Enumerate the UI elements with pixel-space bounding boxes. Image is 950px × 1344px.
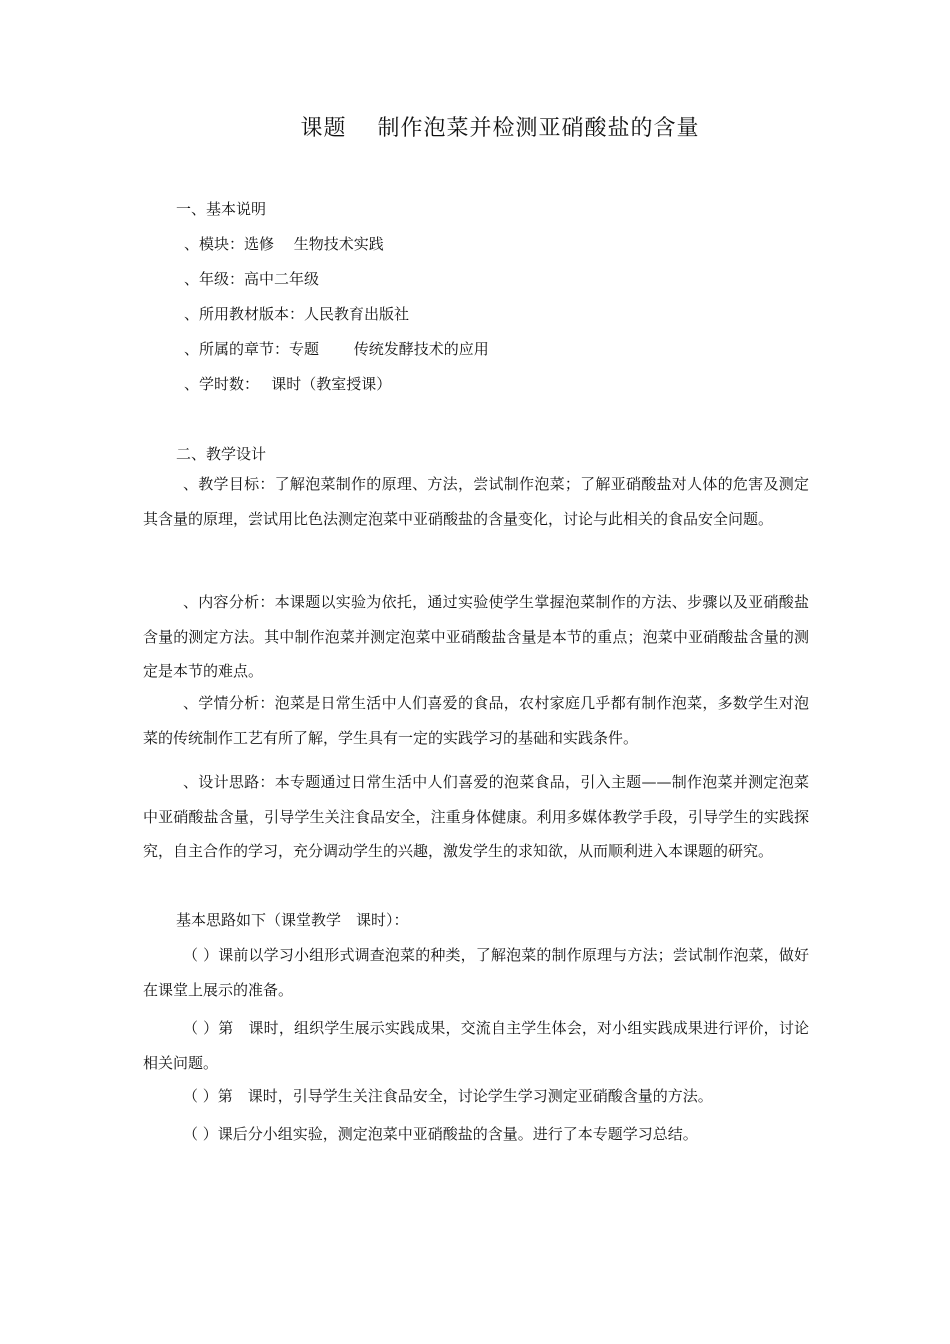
paragraph-content-analysis: 、内容分析：本课题以实验为依托，通过实验使学生掌握泡菜制作的方法、步骤以及亚硝酸盐含量的测定方法。其中制作泡菜并测定泡菜中亚硝酸盐含量是本节的重点；泡菜中亚硝酸盐含量的测定是本节的难点。 [143,593,809,680]
paragraph-step-1: （ ）课前以学习小组形式调查泡菜的种类，了解泡菜的制作原理与方法；尝试制作泡菜，做好在课堂上展示的准备。 [143,946,809,999]
paragraph-step-3: （ ）第 课时，引导学生关注食品安全，讨论学生学习测定亚硝酸含量的方法。 [183,1087,713,1105]
paragraph-student-analysis: 、学情分析：泡菜是日常生活中人们喜爱的食品，农村家庭几乎都有制作泡菜，多数学生对泡菜的传统制作工艺有所了解，学生具有一定的实践学习的基础和实践条件。 [143,694,809,747]
paragraph-design-idea: 、设计思路：本专题通过日常生活中人们喜爱的泡菜食品，引入主题——制作泡菜并测定泡菜中亚硝酸盐含量，引导学生关注食品安全，注重身体健康。利用多媒体教学手段，引导学生的实践探究，自主合作的学习，充分调动学生的兴趣，激发学生的求知欲，从而顺利进入本课题的研究。 [143,773,809,860]
paragraph-teaching-goal: 、教学目标：了解泡菜制作的原理、方法，尝试制作泡菜；了解亚硝酸盐对人体的危害及测定其含量的原理，尝试用比色法测定泡菜中亚硝酸盐的含量变化，讨论与此相关的食品安全问题。 [143,475,809,528]
info-item-module: 、模块：选修 生物技术实践 [184,235,384,253]
document-title: 课题 制作泡菜并检测亚硝酸盐的含量 [300,116,700,141]
section-heading-basic: 一、基本说明 [176,200,267,218]
paragraph-step-4: （ ）课后分小组实验，测定泡菜中亚硝酸盐的含量。进行了本专题学习总结。 [183,1125,698,1143]
section-heading-design: 二、教学设计 [176,445,267,463]
info-item-hours: 、学时数： 课时（教室授课） [184,375,392,393]
info-item-textbook: 、所用教材版本：人民教育出版社 [184,305,410,323]
paragraph-step-2: （ ）第 课时，组织学生展示实践成果，交流自主学生体会，对小组实践成果进行评价，讨论相关问题。 [143,1019,809,1072]
paragraph-basic-idea: 基本思路如下（课堂教学 课时）： [176,911,409,929]
info-item-grade: 、年级：高中二年级 [184,270,320,288]
info-item-chapter: 、所属的章节：专题 传统发酵技术的应用 [184,340,489,358]
